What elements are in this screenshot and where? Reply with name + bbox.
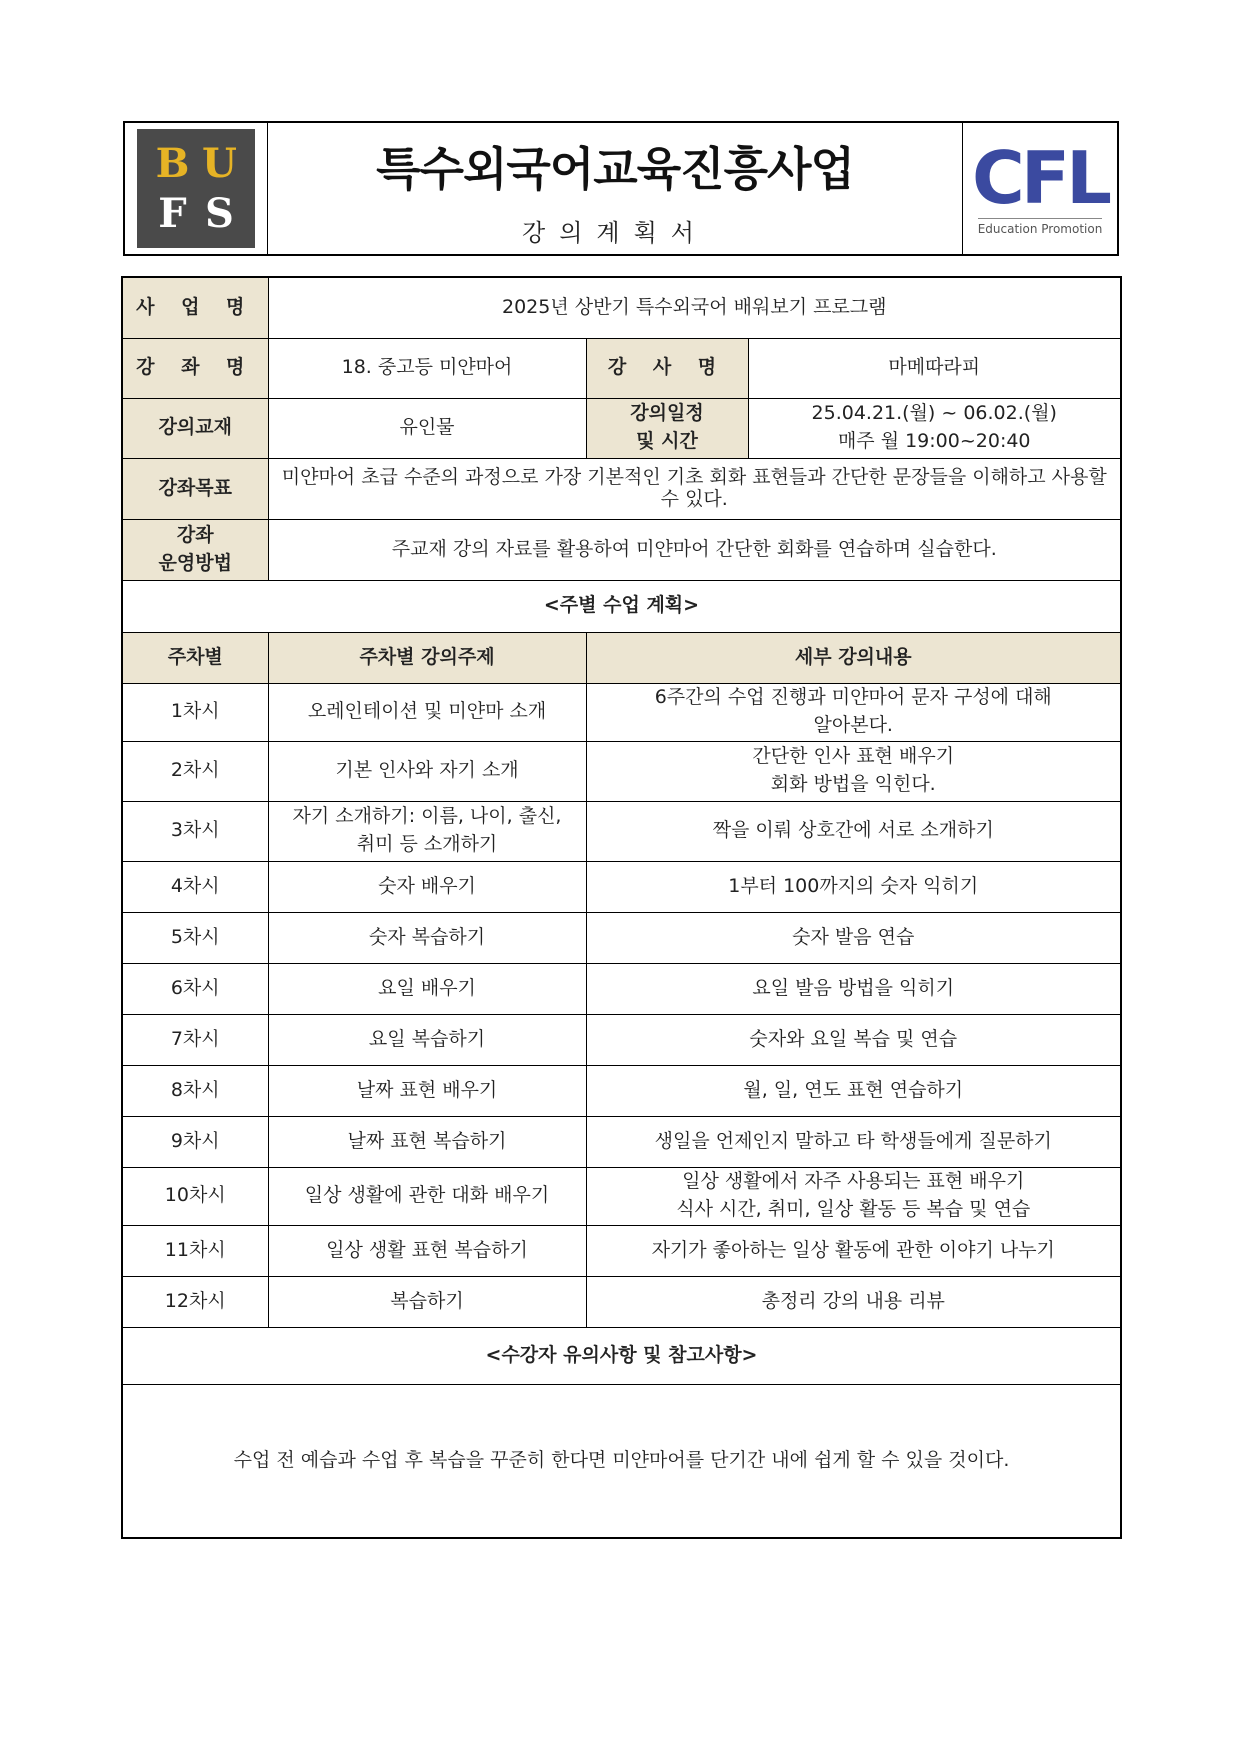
weekly-row: [122, 741, 1121, 801]
week-topic: [268, 1167, 586, 1225]
week-topic-line: 일상 생활 표현 복습하기: [326, 1238, 528, 1261]
week-number: 5차시: [122, 912, 268, 963]
week-topic: [268, 741, 586, 801]
week-detail-line: 요일 발음 방법을 익히기: [752, 976, 955, 999]
week-topic: [268, 1014, 586, 1065]
week-number: 3차시: [122, 801, 268, 861]
week-detail-line: 월, 일, 연도 표현 연습하기: [743, 1078, 964, 1101]
week-number: 8차시: [122, 1065, 268, 1116]
week-topic-line: 요일 복습하기: [368, 1027, 486, 1050]
col-topic-header: 주차별 강의주제: [268, 632, 586, 683]
weekly-row: [122, 1276, 1121, 1327]
week-topic-line: 자기 소개하기: 이름, 나이, 출신,: [292, 805, 562, 828]
week-topic: [268, 1225, 586, 1276]
schedule-value: [748, 398, 1121, 458]
week-detail: [586, 1276, 1121, 1327]
course-label: 강 좌 명: [122, 338, 268, 398]
header-title-cell: [268, 123, 962, 254]
week-detail-line: 알아본다.: [813, 714, 893, 736]
project-row: [122, 277, 1121, 338]
weekly-row: [122, 801, 1121, 861]
textbook-value: 유인물: [268, 398, 586, 458]
week-detail: [586, 861, 1121, 912]
week-topic-line: 숫자 복습하기: [368, 925, 486, 948]
week-detail-line: 간단한 인사 표현 배우기: [752, 745, 955, 768]
bufs-logo-cell: [125, 123, 268, 254]
week-number: 12차시: [122, 1276, 268, 1327]
schedule-dates: 25.04.21.(월) ~ 06.02.(월): [811, 402, 1057, 425]
cfl-logo: CFL: [972, 135, 1108, 220]
project-label: 사 업 명: [122, 277, 268, 338]
week-detail-line: 생일을 언제인지 말하고 타 학생들에게 질문하기: [654, 1129, 1052, 1152]
cfl-logo-cell: [962, 123, 1117, 254]
week-topic: [268, 683, 586, 741]
week-topic: [268, 963, 586, 1014]
cfl-logo-caption: Education Promotion: [978, 218, 1103, 236]
week-number: 7차시: [122, 1014, 268, 1065]
weekly-row: [122, 1116, 1121, 1167]
textbook-row: [122, 398, 1121, 458]
week-detail-line: 6주간의 수업 진행과 미얀마어 문자 구성에 대해: [654, 686, 1052, 709]
weekly-row: [122, 912, 1121, 963]
week-detail-line: 식사 시간, 취미, 일상 활동 등 복습 및 연습: [676, 1198, 1031, 1220]
weekly-row: [122, 1225, 1121, 1276]
week-topic-line: 요일 배우기: [378, 976, 476, 999]
week-number: 1차시: [122, 683, 268, 741]
schedule-label: [586, 398, 748, 458]
notes-section-title: <수강자 유의사항 및 참고사항>: [122, 1327, 1121, 1384]
week-number: 10차시: [122, 1167, 268, 1225]
week-topic-line: 복습하기: [390, 1289, 464, 1312]
col-detail-header: 세부 강의내용: [586, 632, 1121, 683]
instructor-label: 강 사 명: [586, 338, 748, 398]
week-topic-line: 일상 생활에 관한 대화 배우기: [304, 1184, 550, 1207]
week-topic-line: 날짜 표현 배우기: [356, 1078, 498, 1101]
week-number: 4차시: [122, 861, 268, 912]
bufs-logo-letter: B: [155, 140, 190, 188]
weekly-section-title: <주별 수업 계획>: [122, 580, 1121, 632]
week-detail: [586, 1116, 1121, 1167]
week-detail-line: 숫자 발음 연습: [792, 925, 915, 948]
document-header: [123, 121, 1119, 256]
week-number: 9차시: [122, 1116, 268, 1167]
weekly-row: [122, 963, 1121, 1014]
week-topic: [268, 801, 586, 861]
week-detail-line: 회화 방법을 익힌다.: [770, 773, 936, 795]
week-detail: [586, 741, 1121, 801]
week-topic-line: 오레인테이션 및 미얀마 소개: [307, 700, 547, 723]
week-detail: [586, 801, 1121, 861]
notes-row: [122, 1384, 1121, 1538]
method-row: [122, 519, 1121, 580]
bufs-logo-letter: U: [202, 140, 237, 188]
goal-row: [122, 458, 1121, 519]
week-topic: [268, 912, 586, 963]
weekly-section-row: [122, 580, 1121, 632]
bufs-logo-letter: S: [205, 189, 234, 237]
week-topic-line: 취미 등 소개하기: [356, 833, 498, 855]
week-number: 11차시: [122, 1225, 268, 1276]
weekly-row: [122, 1065, 1121, 1116]
week-topic: [268, 1276, 586, 1327]
week-topic-line: 날짜 표현 복습하기: [347, 1129, 507, 1152]
week-detail-line: 1부터 100까지의 숫자 익히기: [728, 874, 979, 897]
method-label: [122, 519, 268, 580]
notes-text: 수업 전 예습과 수업 후 복습을 꾸준히 한다면 미얀마어를 단기간 내에 쉽게 할 수 있을 것이다.: [122, 1384, 1121, 1538]
schedule-label-line: 강의일정: [630, 402, 704, 425]
course-row: [122, 338, 1121, 398]
goal-value: 미얀마어 초급 수준의 과정으로 가장 기본적인 기초 회화 표현들과 간단한 문장들을 이해하고 사용할 수 있다.: [268, 458, 1121, 519]
week-detail-line: 자기가 좋아하는 일상 활동에 관한 이야기 나누기: [651, 1238, 1055, 1261]
method-label-line: 운영방법: [158, 551, 232, 574]
notes-section-row: [122, 1327, 1121, 1384]
week-detail-line: 총정리 강의 내용 리뷰: [761, 1289, 945, 1312]
syllabus-table: [121, 276, 1122, 1539]
schedule-time: 매주 월 19:00~20:40: [837, 430, 1031, 452]
method-label-line: 강좌: [176, 523, 214, 546]
week-topic-line: 숫자 배우기: [378, 874, 476, 897]
project-value: 2025년 상반기 특수외국어 배워보기 프로그램: [268, 277, 1121, 338]
week-detail: [586, 1065, 1121, 1116]
bufs-logo: [137, 129, 255, 248]
week-detail: [586, 963, 1121, 1014]
textbook-label: 강의교재: [122, 398, 268, 458]
course-value: 18. 중고등 미얀마어: [268, 338, 586, 398]
weekly-row: [122, 1014, 1121, 1065]
week-detail-line: 짝을 이뤄 상호간에 서로 소개하기: [712, 819, 994, 842]
instructor-value: 마메따라피: [748, 338, 1121, 398]
week-detail: [586, 1167, 1121, 1225]
goal-label: 강좌목표: [122, 458, 268, 519]
document-subtitle: 강의계획서: [522, 219, 708, 247]
week-topic: [268, 1065, 586, 1116]
week-detail: [586, 1225, 1121, 1276]
document-title: 특수외국어교육진흥사업: [376, 142, 854, 196]
week-detail-line: 일상 생활에서 자주 사용되는 표현 배우기: [682, 1170, 1025, 1193]
week-detail-line: 숫자와 요일 복습 및 연습: [749, 1027, 958, 1050]
week-topic-line: 기본 인사와 자기 소개: [335, 759, 519, 782]
bufs-logo-letter: F: [158, 189, 187, 237]
week-topic: [268, 861, 586, 912]
weekly-row: [122, 861, 1121, 912]
week-number: 6차시: [122, 963, 268, 1014]
weekly-row: [122, 1167, 1121, 1225]
week-detail: [586, 912, 1121, 963]
week-detail: [586, 683, 1121, 741]
col-week-header: 주차별: [122, 632, 268, 683]
week-number: 2차시: [122, 741, 268, 801]
schedule-label-line: 및 시간: [636, 430, 698, 452]
method-value: 주교재 강의 자료를 활용하여 미얀마어 간단한 회화를 연습하며 실습한다.: [268, 519, 1121, 580]
weekly-header-row: [122, 632, 1121, 683]
week-detail: [586, 1014, 1121, 1065]
week-topic: [268, 1116, 586, 1167]
weekly-row: [122, 683, 1121, 741]
